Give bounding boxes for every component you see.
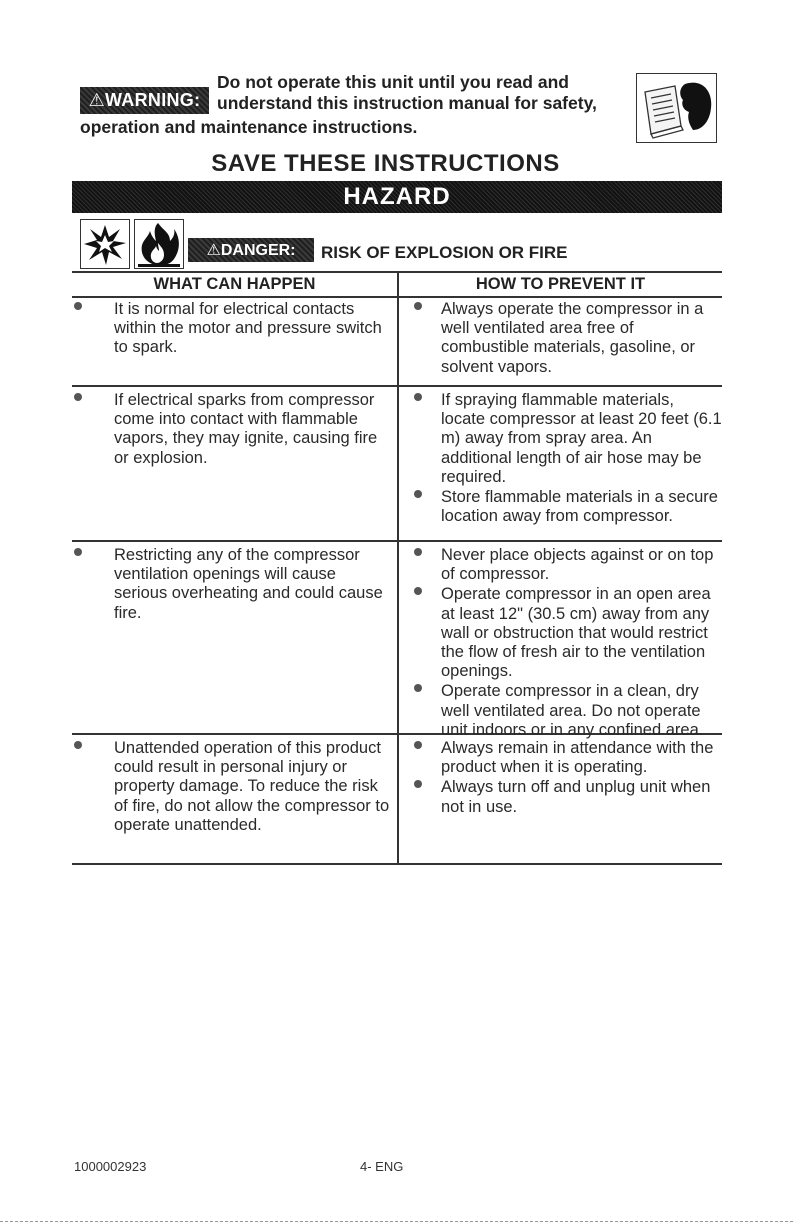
bullet-icon xyxy=(74,548,82,556)
table-row xyxy=(399,300,722,377)
table-row xyxy=(399,739,722,817)
warning-line-1: Do not operate this unit until you read and xyxy=(217,72,569,92)
list-item: Operate compressor in a clean, dry well ventilated area. Do not operate unit indoors or in any confined area. xyxy=(399,682,722,740)
warning-text xyxy=(217,72,637,114)
table-row xyxy=(72,300,390,358)
bullet-icon xyxy=(414,780,422,788)
list-item: Unattended operation of this product could result in personal injury or property damage. To reduce the risk of fire, do not allow the compressor to operate unattended. xyxy=(72,739,390,835)
table-row xyxy=(399,391,722,526)
bullet-icon xyxy=(414,490,422,498)
bullet-icon xyxy=(414,684,422,692)
risk-title: RISK OF EXPLOSION OR FIRE xyxy=(321,243,568,262)
column-header-how-to-prevent: HOW TO PREVENT IT xyxy=(475,275,646,293)
list-item: Always remain in attendance with the product when it is operating. xyxy=(399,739,722,777)
hazard-banner: HAZARD xyxy=(72,181,722,213)
page-edge-rule xyxy=(0,1221,793,1222)
save-instructions-title: SAVE THESE INSTRUCTIONS xyxy=(211,150,560,177)
page-number: 4- ENG xyxy=(360,1159,404,1174)
warning-line-2: understand this instruction manual for safety, xyxy=(217,93,597,113)
table-row xyxy=(72,739,390,835)
bullet-icon xyxy=(414,302,422,310)
bullet-icon xyxy=(414,548,422,556)
list-item: Always operate the compressor in a well ventilated area free of combustible materials, gasoline, or solvent vapors. xyxy=(399,300,722,377)
bullet-icon xyxy=(414,393,422,401)
part-number: 1000002923 xyxy=(74,1159,147,1174)
column-header-what-can-happen: WHAT CAN HAPPEN xyxy=(153,275,316,293)
list-item: Restricting any of the compressor ventilation openings will cause serious overheating and could cause fire. xyxy=(72,546,390,623)
list-item: If electrical sparks from compressor come into contact with flammable vapors, they may ignite, causing fire or explosion. xyxy=(72,391,390,468)
table-row xyxy=(72,546,390,623)
list-item: If spraying flammable materials, locate compressor at least 20 feet (6.1 m) away from spray area. An additional length of air hose may be required. xyxy=(399,391,722,487)
warning-badge: ⚠WARNING: xyxy=(80,87,209,114)
fire-icon xyxy=(134,219,184,269)
list-item: Never place objects against or on top of compressor. xyxy=(399,546,722,584)
read-manual-icon xyxy=(636,73,717,143)
table-row xyxy=(72,391,390,468)
warning-line-3: operation and maintenance instructions. xyxy=(80,117,418,137)
bullet-icon xyxy=(74,741,82,749)
danger-badge: ⚠DANGER: xyxy=(188,238,314,262)
list-item: Store flammable materials in a secure location away from compressor. xyxy=(399,488,722,526)
table-row xyxy=(399,546,722,740)
explosion-icon xyxy=(80,219,130,269)
bullet-icon xyxy=(74,393,82,401)
list-item: Always turn off and unplug unit when not in use. xyxy=(399,778,722,816)
list-item: It is normal for electrical contacts within the motor and pressure switch to spark. xyxy=(72,300,390,358)
list-item: Operate compressor in an open area at least 12" (30.5 cm) away from any wall or obstruction that would restrict the flow of fresh air to the ventilation openings. xyxy=(399,585,722,681)
bullet-icon xyxy=(414,741,422,749)
bullet-icon xyxy=(74,302,82,310)
bullet-icon xyxy=(414,587,422,595)
